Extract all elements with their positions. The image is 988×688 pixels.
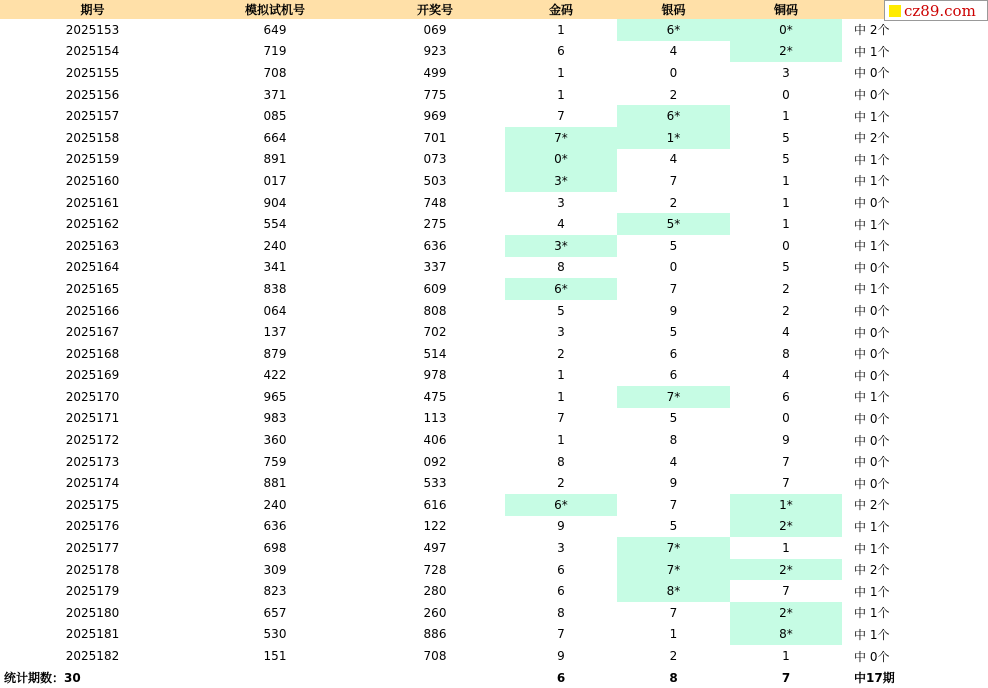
bronze-code-cell: 0* bbox=[730, 19, 842, 41]
trial-number-cell: 759 bbox=[263, 454, 287, 469]
table-row bbox=[0, 321, 988, 343]
trial-number-cell: 879 bbox=[263, 346, 287, 361]
result-cell: 中 0个 bbox=[854, 196, 890, 211]
gold-code-cell: 1 bbox=[557, 65, 565, 80]
gold-code-cell: 6 bbox=[557, 584, 565, 599]
result-cell: 中 0个 bbox=[854, 66, 890, 81]
silver-code-cell: 2 bbox=[669, 87, 678, 102]
draw-number-cell: 499 bbox=[423, 65, 447, 80]
table-row bbox=[0, 645, 988, 667]
trial-number-cell: 017 bbox=[263, 173, 287, 188]
table-row bbox=[0, 451, 988, 473]
table-row bbox=[0, 170, 988, 192]
draw-number-cell: 275 bbox=[423, 217, 447, 232]
draw-number-cell: 808 bbox=[423, 303, 447, 318]
result-cell: 中 1个 bbox=[854, 152, 890, 167]
table-row bbox=[0, 62, 988, 84]
bronze-code-cell: 1 bbox=[782, 173, 790, 188]
summary-label: 统计期数：30 bbox=[4, 671, 81, 686]
draw-number-cell: 616 bbox=[423, 497, 447, 512]
table-row bbox=[0, 624, 988, 646]
result-cell: 中 1个 bbox=[854, 584, 890, 599]
trial-number-cell: 240 bbox=[263, 238, 287, 253]
trial-number-cell: 151 bbox=[263, 649, 287, 664]
bronze-code-cell: 2 bbox=[782, 281, 790, 296]
silver-code-cell: 5 bbox=[669, 325, 678, 340]
draw-number-cell: 337 bbox=[423, 260, 447, 275]
draw-number-cell: 923 bbox=[423, 44, 447, 59]
result-cell: 中 0个 bbox=[854, 304, 890, 319]
header-silver-code: 银码 bbox=[661, 3, 686, 17]
silver-code-cell: 2 bbox=[669, 649, 678, 664]
gold-code-cell: 2 bbox=[557, 476, 565, 491]
gold-code-cell: 6* bbox=[505, 278, 617, 300]
gold-code-cell: 3 bbox=[557, 325, 565, 340]
logo-square-icon bbox=[889, 5, 901, 17]
result-cell: 中 1个 bbox=[854, 109, 890, 124]
gold-code-cell: 7 bbox=[557, 109, 565, 124]
gold-code-cell: 3 bbox=[557, 195, 565, 210]
draw-number-cell: 886 bbox=[423, 627, 447, 642]
period-cell: 2025163 bbox=[65, 238, 120, 253]
trial-number-cell: 664 bbox=[263, 130, 287, 145]
draw-number-cell: 748 bbox=[423, 195, 447, 210]
period-cell: 2025168 bbox=[65, 346, 120, 361]
result-cell: 中 1个 bbox=[854, 519, 890, 534]
table-row bbox=[0, 278, 988, 300]
silver-code-cell: 6* bbox=[617, 19, 730, 41]
silver-code-cell: 7* bbox=[617, 559, 730, 581]
draw-number-cell: 503 bbox=[423, 173, 447, 188]
gold-code-cell: 7 bbox=[557, 411, 565, 426]
draw-number-cell: 092 bbox=[423, 454, 447, 469]
result-cell: 中 1个 bbox=[854, 627, 890, 642]
period-cell: 2025172 bbox=[65, 433, 120, 448]
bronze-code-cell: 2* bbox=[730, 602, 842, 624]
draw-number-cell: 514 bbox=[423, 346, 447, 361]
trial-number-cell: 422 bbox=[263, 368, 287, 383]
period-cell: 2025181 bbox=[65, 627, 120, 642]
period-cell: 2025162 bbox=[65, 217, 120, 232]
summary-result: 中17期 bbox=[854, 671, 895, 686]
silver-code-cell: 8 bbox=[669, 433, 678, 448]
draw-number-cell: 533 bbox=[423, 476, 447, 491]
result-cell: 中 0个 bbox=[854, 433, 890, 448]
silver-code-cell: 0 bbox=[669, 260, 678, 275]
silver-code-cell: 5 bbox=[669, 411, 678, 426]
result-cell: 中 0个 bbox=[854, 368, 890, 383]
silver-code-cell: 7 bbox=[669, 605, 678, 620]
result-cell: 中 1个 bbox=[854, 606, 890, 621]
draw-number-cell: 122 bbox=[423, 519, 447, 534]
table-row bbox=[0, 559, 988, 581]
draw-number-cell: 701 bbox=[423, 130, 447, 145]
trial-number-cell: 240 bbox=[263, 497, 287, 512]
bronze-code-cell: 7 bbox=[782, 584, 790, 599]
silver-code-cell: 7 bbox=[669, 281, 678, 296]
table-row bbox=[0, 365, 988, 387]
bronze-code-cell: 2* bbox=[730, 516, 842, 538]
table-row bbox=[0, 41, 988, 63]
table-row bbox=[0, 537, 988, 559]
gold-code-cell: 4 bbox=[557, 217, 565, 232]
result-cell: 中 2个 bbox=[854, 131, 890, 146]
gold-code-cell: 1 bbox=[557, 87, 565, 102]
bronze-code-cell: 0 bbox=[782, 238, 790, 253]
table-row bbox=[0, 105, 988, 127]
period-cell: 2025180 bbox=[65, 605, 120, 620]
draw-number-cell: 702 bbox=[423, 325, 447, 340]
silver-code-cell: 1* bbox=[617, 127, 730, 149]
trial-number-cell: 983 bbox=[263, 411, 287, 426]
trial-number-cell: 904 bbox=[263, 195, 287, 210]
silver-code-cell: 7 bbox=[669, 497, 678, 512]
trial-number-cell: 064 bbox=[263, 303, 287, 318]
gold-code-cell: 2 bbox=[557, 346, 565, 361]
draw-number-cell: 497 bbox=[423, 541, 447, 556]
trial-number-cell: 530 bbox=[263, 627, 287, 642]
bronze-code-cell: 9 bbox=[782, 433, 790, 448]
draw-number-cell: 978 bbox=[423, 368, 447, 383]
gold-code-cell: 5 bbox=[557, 303, 565, 318]
bronze-code-cell: 1 bbox=[782, 109, 790, 124]
result-cell: 中 0个 bbox=[854, 325, 890, 340]
period-cell: 2025159 bbox=[65, 152, 120, 167]
silver-code-cell: 7* bbox=[617, 386, 730, 408]
table-row bbox=[0, 19, 988, 41]
period-cell: 2025155 bbox=[65, 65, 120, 80]
summary-silver-count: 8 bbox=[669, 670, 678, 685]
table-row bbox=[0, 494, 988, 516]
bronze-code-cell: 5 bbox=[782, 260, 790, 275]
table-row bbox=[0, 408, 988, 430]
draw-number-cell: 073 bbox=[423, 152, 447, 167]
period-cell: 2025174 bbox=[65, 476, 120, 491]
period-cell: 2025169 bbox=[65, 368, 120, 383]
header-row bbox=[0, 0, 988, 19]
silver-code-cell: 5 bbox=[669, 238, 678, 253]
silver-code-cell: 7* bbox=[617, 537, 730, 559]
table-row bbox=[0, 580, 988, 602]
bronze-code-cell: 1 bbox=[782, 649, 790, 664]
period-cell: 2025171 bbox=[65, 411, 120, 426]
gold-code-cell: 9 bbox=[557, 649, 565, 664]
bronze-code-cell: 1 bbox=[782, 195, 790, 210]
draw-number-cell: 406 bbox=[423, 433, 447, 448]
silver-code-cell: 6* bbox=[617, 105, 730, 127]
silver-code-cell: 8* bbox=[617, 580, 730, 602]
site-logo[interactable] bbox=[884, 0, 988, 21]
result-cell: 中 2个 bbox=[854, 563, 890, 578]
period-cell: 2025167 bbox=[65, 325, 120, 340]
gold-code-cell: 7 bbox=[557, 627, 565, 642]
result-cell: 中 0个 bbox=[854, 88, 890, 103]
draw-number-cell: 280 bbox=[423, 584, 447, 599]
result-cell: 中 2个 bbox=[854, 23, 890, 38]
draw-number-cell: 260 bbox=[423, 605, 447, 620]
trial-number-cell: 719 bbox=[263, 44, 287, 59]
trial-number-cell: 708 bbox=[263, 65, 287, 80]
summary-row bbox=[0, 667, 988, 688]
gold-code-cell: 0* bbox=[505, 149, 617, 171]
result-cell: 中 1个 bbox=[854, 282, 890, 297]
bronze-code-cell: 1* bbox=[730, 494, 842, 516]
summary-gold-count: 6 bbox=[556, 670, 566, 685]
result-cell: 中 1个 bbox=[854, 541, 890, 556]
trial-number-cell: 137 bbox=[263, 325, 287, 340]
period-cell: 2025153 bbox=[65, 22, 120, 37]
silver-code-cell: 9 bbox=[669, 303, 678, 318]
draw-number-cell: 609 bbox=[423, 281, 447, 296]
table-row bbox=[0, 192, 988, 214]
result-cell: 中 1个 bbox=[854, 217, 890, 232]
result-cell: 中 0个 bbox=[854, 347, 890, 362]
header-bronze-code: 铜码 bbox=[773, 3, 798, 17]
period-cell: 2025170 bbox=[65, 389, 120, 404]
trial-number-cell: 649 bbox=[263, 22, 287, 37]
silver-code-cell: 6 bbox=[669, 368, 678, 383]
trial-number-cell: 698 bbox=[263, 541, 287, 556]
result-cell: 中 0个 bbox=[854, 455, 890, 470]
result-cell: 中 1个 bbox=[854, 239, 890, 254]
period-cell: 2025178 bbox=[65, 562, 120, 577]
period-cell: 2025164 bbox=[65, 260, 120, 275]
table-row bbox=[0, 257, 988, 279]
gold-code-cell: 1 bbox=[557, 22, 565, 37]
gold-code-cell: 1 bbox=[557, 433, 565, 448]
gold-code-cell: 6 bbox=[557, 562, 565, 577]
table-row bbox=[0, 386, 988, 408]
trial-number-cell: 554 bbox=[263, 217, 287, 232]
bronze-code-cell: 4 bbox=[782, 368, 790, 383]
silver-code-cell: 4 bbox=[669, 454, 678, 469]
table-row bbox=[0, 127, 988, 149]
table-row bbox=[0, 602, 988, 624]
header-gold-code: 金码 bbox=[548, 3, 573, 17]
period-cell: 2025156 bbox=[65, 87, 120, 102]
gold-code-cell: 1 bbox=[557, 389, 565, 404]
period-cell: 2025165 bbox=[65, 281, 120, 296]
trial-number-cell: 657 bbox=[263, 605, 287, 620]
gold-code-cell: 8 bbox=[557, 454, 565, 469]
period-cell: 2025154 bbox=[65, 44, 120, 59]
silver-code-cell: 9 bbox=[669, 476, 678, 491]
draw-number-cell: 708 bbox=[423, 649, 447, 664]
trial-number-cell: 881 bbox=[263, 476, 287, 491]
draw-number-cell: 728 bbox=[423, 562, 447, 577]
gold-code-cell: 7* bbox=[505, 127, 617, 149]
draw-number-cell: 636 bbox=[423, 238, 447, 253]
gold-code-cell: 3* bbox=[505, 170, 617, 192]
gold-code-cell: 9 bbox=[557, 519, 565, 534]
table-row bbox=[0, 300, 988, 322]
result-cell: 中 1个 bbox=[854, 44, 890, 59]
bronze-code-cell: 2* bbox=[730, 559, 842, 581]
result-cell: 中 0个 bbox=[854, 411, 890, 426]
trial-number-cell: 085 bbox=[263, 109, 287, 124]
result-cell: 中 0个 bbox=[854, 649, 890, 664]
gold-code-cell: 6* bbox=[505, 494, 617, 516]
period-cell: 2025160 bbox=[65, 173, 120, 188]
trial-number-cell: 636 bbox=[263, 519, 287, 534]
table-row bbox=[0, 472, 988, 494]
trial-number-cell: 838 bbox=[263, 281, 287, 296]
silver-code-cell: 5* bbox=[617, 213, 730, 235]
bronze-code-cell: 5 bbox=[782, 152, 790, 167]
result-cell: 中 0个 bbox=[854, 476, 890, 491]
draw-number-cell: 069 bbox=[423, 22, 447, 37]
gold-code-cell: 6 bbox=[557, 44, 565, 59]
table-row bbox=[0, 149, 988, 171]
trial-number-cell: 341 bbox=[263, 260, 287, 275]
bronze-code-cell: 6 bbox=[782, 389, 790, 404]
trial-number-cell: 309 bbox=[263, 562, 287, 577]
bronze-code-cell: 0 bbox=[782, 411, 790, 426]
bronze-code-cell: 1 bbox=[782, 217, 790, 232]
draw-number-cell: 113 bbox=[423, 411, 447, 426]
gold-code-cell: 8 bbox=[557, 260, 565, 275]
table-row bbox=[0, 213, 988, 235]
silver-code-cell: 2 bbox=[669, 195, 678, 210]
bronze-code-cell: 4 bbox=[782, 325, 790, 340]
silver-code-cell: 1 bbox=[669, 627, 678, 642]
silver-code-cell: 4 bbox=[669, 152, 678, 167]
period-cell: 2025161 bbox=[65, 195, 120, 210]
silver-code-cell: 6 bbox=[669, 346, 678, 361]
bronze-code-cell: 0 bbox=[782, 87, 790, 102]
bronze-code-cell: 2 bbox=[782, 303, 790, 318]
silver-code-cell: 0 bbox=[669, 65, 678, 80]
bronze-code-cell: 7 bbox=[782, 454, 790, 469]
gold-code-cell: 3 bbox=[557, 541, 565, 556]
bronze-code-cell: 1 bbox=[782, 541, 790, 556]
header-draw-number: 开奖号 bbox=[416, 3, 453, 17]
bronze-code-cell: 2* bbox=[730, 41, 842, 63]
trial-number-cell: 360 bbox=[263, 433, 287, 448]
bronze-code-cell: 8* bbox=[730, 624, 842, 646]
trial-number-cell: 891 bbox=[263, 152, 287, 167]
period-cell: 2025176 bbox=[65, 519, 120, 534]
table-row bbox=[0, 343, 988, 365]
draw-number-cell: 969 bbox=[423, 109, 447, 124]
result-cell: 中 1个 bbox=[854, 174, 890, 189]
gold-code-cell: 3* bbox=[505, 235, 617, 257]
bronze-code-cell: 7 bbox=[782, 476, 790, 491]
silver-code-cell: 4 bbox=[669, 44, 678, 59]
header-trial-number: 模拟试机号 bbox=[244, 3, 305, 17]
period-cell: 2025158 bbox=[65, 130, 120, 145]
bronze-code-cell: 5 bbox=[782, 130, 790, 145]
silver-code-cell: 7 bbox=[669, 173, 678, 188]
period-cell: 2025177 bbox=[65, 541, 120, 556]
table-row bbox=[0, 429, 988, 451]
header-period: 期号 bbox=[80, 3, 105, 17]
table-row bbox=[0, 235, 988, 257]
period-cell: 2025179 bbox=[65, 584, 120, 599]
logo-text: cz89.com bbox=[904, 1, 976, 20]
period-cell: 2025157 bbox=[65, 109, 120, 124]
result-cell: 中 1个 bbox=[854, 390, 890, 405]
bronze-code-cell: 8 bbox=[782, 346, 790, 361]
trial-number-cell: 965 bbox=[263, 389, 287, 404]
gold-code-cell: 1 bbox=[557, 368, 565, 383]
period-cell: 2025173 bbox=[65, 454, 120, 469]
table-row bbox=[0, 516, 988, 538]
draw-number-cell: 475 bbox=[423, 389, 447, 404]
result-cell: 中 2个 bbox=[854, 498, 890, 513]
gold-code-cell: 8 bbox=[557, 605, 565, 620]
result-cell: 中 0个 bbox=[854, 260, 890, 275]
silver-code-cell: 5 bbox=[669, 519, 678, 534]
trial-number-cell: 371 bbox=[263, 87, 287, 102]
draw-number-cell: 775 bbox=[423, 87, 447, 102]
period-cell: 2025175 bbox=[65, 497, 120, 512]
period-cell: 2025166 bbox=[65, 303, 120, 318]
period-cell: 2025182 bbox=[65, 649, 120, 664]
summary-bronze-count: 7 bbox=[781, 670, 791, 685]
bronze-code-cell: 3 bbox=[782, 65, 790, 80]
table-row bbox=[0, 84, 988, 106]
trial-number-cell: 823 bbox=[263, 584, 287, 599]
